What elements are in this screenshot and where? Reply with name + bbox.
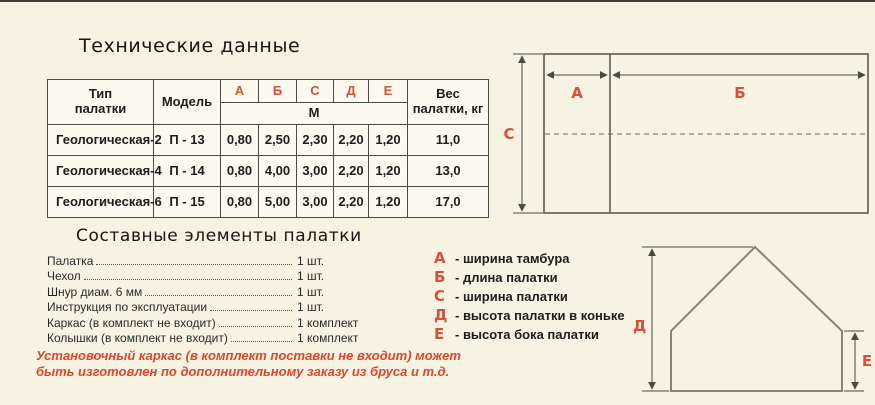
cell-weight: 17,0 xyxy=(408,187,489,218)
profile-label-d: Д xyxy=(633,317,647,335)
legend-desc-c: - ширина палатки xyxy=(455,289,568,304)
legend-item-d xyxy=(434,306,625,325)
col-header-dim-c: С xyxy=(297,80,334,103)
cell-dim-b: 2,50 xyxy=(259,125,297,156)
legend-desc-a: - ширина тамбура xyxy=(455,251,570,266)
cell-type: Геологическая-2 xyxy=(48,125,154,156)
tent-spec-table xyxy=(47,79,489,218)
cell-model: П - 14 xyxy=(154,156,221,187)
cell-dim-d: 2,20 xyxy=(334,156,369,187)
table-header-row xyxy=(48,80,489,103)
cell-dim-b: 5,00 xyxy=(259,187,297,218)
component-qty: 1 шт. xyxy=(297,300,325,314)
component-qty: 1 шт. xyxy=(297,253,325,268)
col-header-dim-e: Е xyxy=(369,80,408,103)
cell-model: П - 13 xyxy=(154,125,221,156)
table-row xyxy=(48,125,489,156)
cell-weight: 13,0 xyxy=(408,156,489,187)
page-top-edge xyxy=(0,0,875,2)
component-name: Инструкция по эксплуатации xyxy=(47,300,208,314)
cell-dim-e: 1,20 xyxy=(369,125,408,156)
tent-profile-outline xyxy=(671,247,842,391)
component-name: Палатка xyxy=(47,253,94,268)
list-item xyxy=(47,268,375,284)
cell-dim-c: 3,00 xyxy=(297,187,334,218)
dimension-legend xyxy=(434,249,625,344)
cell-dim-d: 2,20 xyxy=(334,125,369,156)
list-item xyxy=(47,299,375,315)
legend-letter-c: С xyxy=(434,287,446,305)
col-header-weight-line1: Вес xyxy=(436,86,460,102)
list-item xyxy=(47,252,375,268)
col-header-weight xyxy=(408,80,489,125)
list-item xyxy=(47,283,375,299)
legend-letter-e: Е xyxy=(434,325,445,343)
cell-weight: 11,0 xyxy=(408,125,489,156)
col-header-dim-d: Д xyxy=(334,80,369,103)
components-list xyxy=(47,252,375,345)
dot-leader xyxy=(219,326,292,327)
profile-label-e: Е xyxy=(861,352,873,370)
dot-leader xyxy=(145,295,292,296)
list-item xyxy=(47,330,375,346)
legend-letter-a: А xyxy=(434,249,446,267)
legend-item-a xyxy=(434,249,625,268)
component-name: Каркас (в комплект не входит) xyxy=(47,315,216,330)
cell-dim-c: 2,30 xyxy=(297,125,334,156)
dot-leader xyxy=(84,279,292,280)
table-row xyxy=(48,156,489,187)
cell-dim-e: 1,20 xyxy=(369,156,408,187)
cell-dim-c: 3,00 xyxy=(297,156,334,187)
list-item xyxy=(47,314,375,330)
dot-leader xyxy=(231,341,292,342)
technical-data-title: Технические данные xyxy=(79,35,301,57)
col-header-type-line1: Тип xyxy=(88,86,113,102)
cell-dim-a: 0,80 xyxy=(221,187,259,218)
component-qty: 1 шт. xyxy=(297,284,325,299)
components-title: Составные элементы палатки xyxy=(76,226,362,246)
component-name: Чехол xyxy=(47,269,81,283)
footnote-line2: быть изготовлен по дополнительному заказу из бруса и т.д. xyxy=(36,364,450,379)
plan-label-b: Б xyxy=(734,84,746,102)
dot-leader xyxy=(96,264,292,265)
legend-letter-d: Д xyxy=(434,306,448,324)
plan-label-a: А xyxy=(571,84,583,102)
component-name: Шнур диам. 6 мм xyxy=(47,284,143,299)
tent-plan-diagram xyxy=(500,45,875,220)
unit-header-m: М xyxy=(221,103,408,125)
legend-desc-b: - длина палатки xyxy=(455,270,558,285)
table-row xyxy=(48,187,489,218)
footnote-line1: Установочный каркас (в комплект поставки не входит) может xyxy=(36,348,461,363)
cell-dim-d: 2,20 xyxy=(334,187,369,218)
cell-type: Геологическая-4 xyxy=(48,156,154,187)
dot-leader xyxy=(210,310,292,311)
plan-label-c: С xyxy=(503,125,515,143)
tent-profile-diagram xyxy=(628,238,875,400)
col-header-type xyxy=(48,80,154,125)
cell-dim-a: 0,80 xyxy=(221,125,259,156)
legend-item-b xyxy=(434,268,625,287)
cell-dim-a: 0,80 xyxy=(221,156,259,187)
col-header-model: Модель xyxy=(154,80,221,125)
component-qty: 1 комплект xyxy=(297,315,359,330)
cell-type: Геологическая-6 xyxy=(48,187,154,218)
legend-item-c xyxy=(434,287,625,306)
legend-letter-b: Б xyxy=(434,268,446,286)
cell-dim-e: 1,20 xyxy=(369,187,408,218)
cell-model: П - 15 xyxy=(154,187,221,218)
legend-desc-e: - высота бока палатки xyxy=(455,327,599,342)
frame-footnote xyxy=(36,348,461,380)
component-qty: 1 шт. xyxy=(297,269,325,283)
col-header-type-line2: палатки xyxy=(74,101,127,116)
legend-desc-d: - высота палатки в коньке xyxy=(455,308,625,323)
col-header-dim-b: Б xyxy=(259,80,297,103)
legend-item-e xyxy=(434,325,625,344)
col-header-dim-a: А xyxy=(221,80,259,103)
component-qty: 1 комплект xyxy=(297,331,359,345)
component-name: Колышки (в комплект не входит) xyxy=(47,331,228,345)
col-header-weight-line2: палатки, кг xyxy=(412,101,484,116)
cell-dim-b: 4,00 xyxy=(259,156,297,187)
